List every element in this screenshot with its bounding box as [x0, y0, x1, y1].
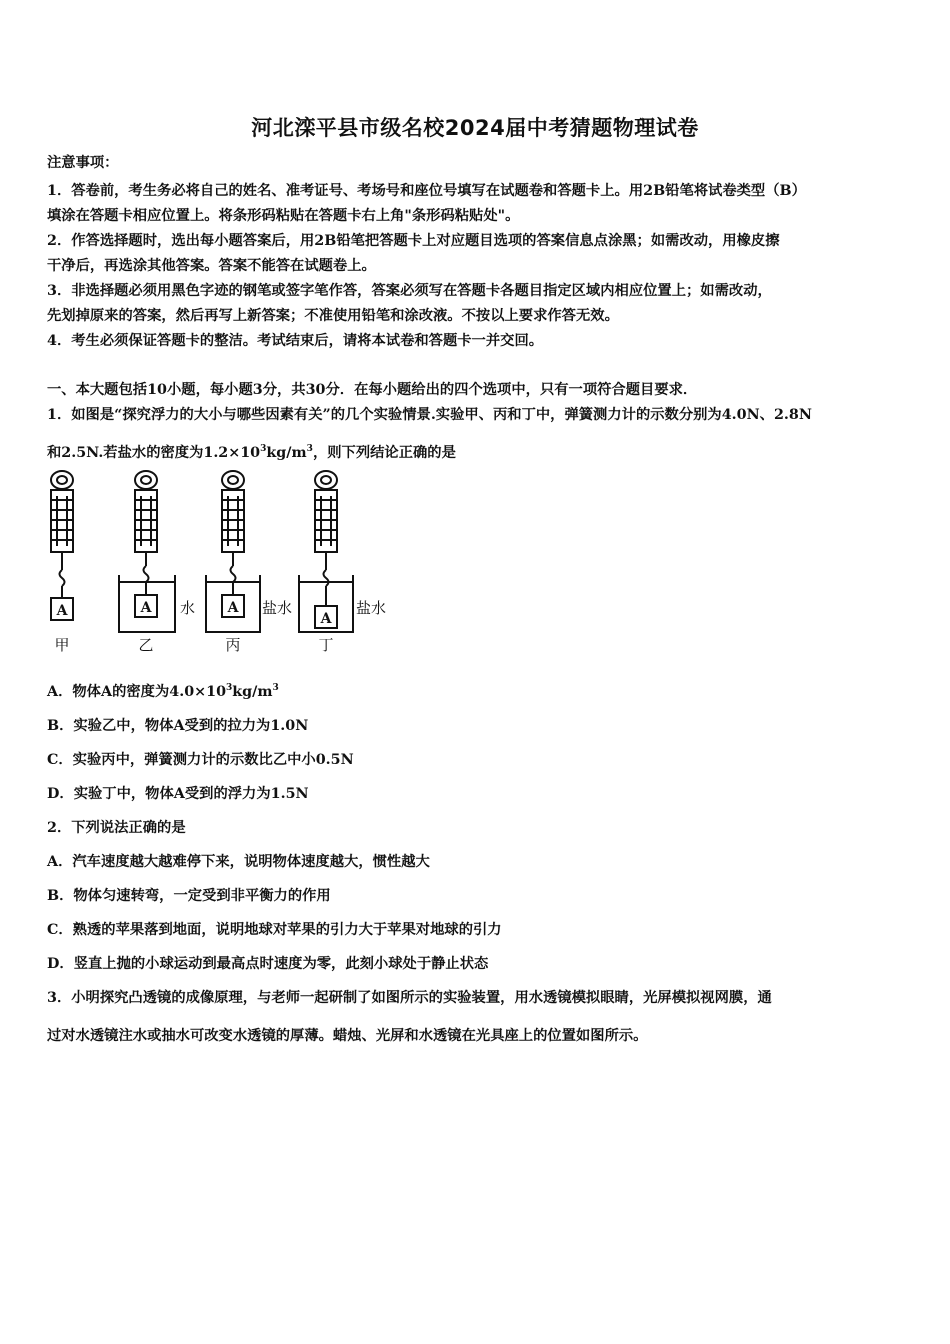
q2-stem: 2．下列说法正确的是	[47, 820, 186, 836]
q3-stem-line-2: 过对水透镜注水或抽水可改变水透镜的厚薄。蜡烛、光屏和水透镜在光具座上的位置如图所示。	[47, 1028, 648, 1044]
q2-option-a: A．汽车速度越大越难停下来，说明物体速度越大，惯性越大	[47, 854, 430, 870]
notice-line-7: 4．考生必须保证答题卡的整洁。考试结束后，请将本试卷和答题卡一并交回。	[47, 333, 544, 349]
notice-line-4: 干净后，再选涂其他答案。答案不能答在试题卷上。	[47, 258, 376, 274]
block-a-bing: A	[227, 600, 239, 616]
block-a-ding: A	[320, 611, 332, 627]
spring-scale-jia	[51, 471, 73, 598]
liquid-label-yi: 水	[180, 599, 196, 617]
q1-stem-line-1: 1．如图是“探究浮力的大小与哪些因素有关”的几个实验情景.实验甲、丙和丁中，弹簧测力计的示数分别为4.0N、2.8N	[47, 407, 812, 423]
setup-label-yi: 乙	[138, 636, 154, 654]
q1-option-d: D．实验丁中，物体A受到的浮力为1.5N	[47, 786, 309, 802]
q2-option-c: C．熟透的苹果落到地面，说明地球对苹果的引力大于苹果对地球的引力	[47, 922, 502, 938]
liquid-label-ding: 盐水	[356, 599, 387, 617]
notice-line-2: 填涂在答题卡相应位置上。将条形码粘贴在答题卡右上角"条形码粘贴处"。	[47, 208, 520, 224]
setup-label-jia: 甲	[54, 636, 70, 654]
q1-option-a: A．物体A的密度为$4.0\times 10^3kg/m^3$	[47, 683, 279, 700]
section-instructions: 一、本大题包括10小题，每小题3分，共30分．在每小题给出的四个选项中，只有一项符合题目要求．	[47, 382, 698, 398]
spring-scale-ding	[315, 471, 337, 606]
q1-option-c: C．实验丙中，弹簧测力计的示数比乙中小0.5N	[47, 752, 354, 768]
q3-stem-line-1: 3．小明探究凸透镜的成像原理，与老师一起研制了如图所示的实验装置，用水透镜模拟眼睛，光屏模拟视网膜，通	[47, 990, 772, 1006]
q1-stem-line-2: 和2.5N.若盐水的密度为$1.2\times 10^3kg/m^3$，则下列结论正确的是	[47, 444, 456, 461]
notice-line-1: 1．答卷前，考生务必将自己的姓名、准考证号、考场号和座位号填写在试题卷和答题卡上。用2B铅笔将试卷类型（B）	[47, 183, 806, 199]
setup-label-ding: 丁	[318, 636, 334, 654]
q2-option-b: B．物体匀速转弯，一定受到非平衡力的作用	[47, 888, 331, 904]
liquid-label-bing: 盐水	[262, 599, 293, 617]
spring-scale-yi	[135, 471, 157, 595]
page-title: 河北滦平县市级名校2024届中考猜题物理试卷	[251, 116, 699, 140]
notice-line-5: 3．非选择题必须用黑色字迹的钢笔或签字笔作答，答案必须写在答题卡各题目指定区域内相应位置上；如需改动，	[47, 283, 772, 299]
spring-scale-bing	[222, 471, 244, 595]
q1-option-b: B．实验乙中，物体A受到的拉力为1.0N	[47, 718, 309, 734]
notice-heading: 注意事项：	[47, 155, 119, 171]
buoyancy-experiment-figure	[40, 470, 400, 660]
block-a-jia: A	[56, 603, 68, 619]
q2-option-d: D．竖直上抛的小球运动到最高点时速度为零，此刻小球处于静止状态	[47, 956, 489, 972]
setup-label-bing: 丙	[225, 636, 241, 654]
notice-line-3: 2．作答选择题时，选出每小题答案后，用2B铅笔把答题卡上对应题目选项的答案信息点涂黑；如需改动，用橡皮擦	[47, 233, 780, 249]
block-a-yi: A	[140, 600, 152, 616]
notice-line-6: 先划掉原来的答案，然后再写上新答案；不准使用铅笔和涂改液。不按以上要求作答无效。	[47, 308, 619, 324]
